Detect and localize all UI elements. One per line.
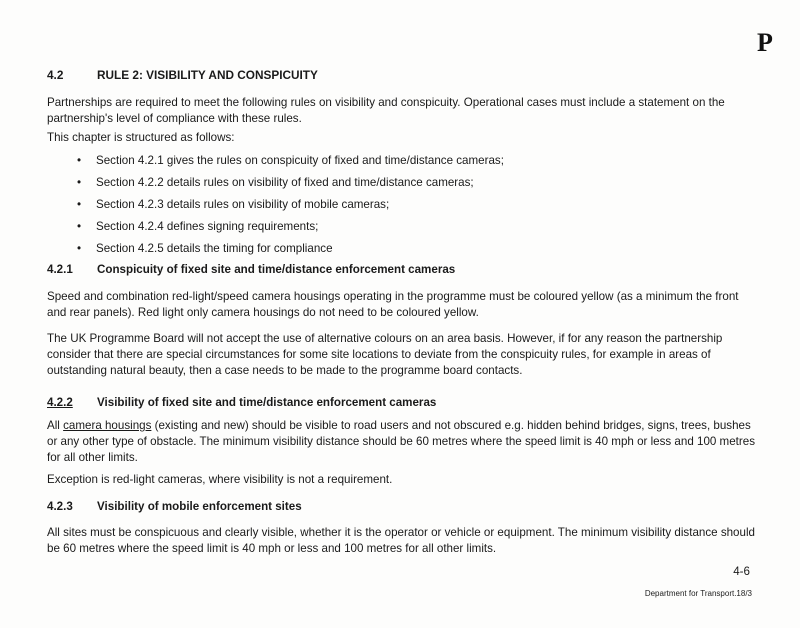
section-heading-4-2-3 — [47, 499, 760, 515]
structure-intro: This chapter is structured as follows: — [47, 131, 235, 144]
section-title: RULE 2: VISIBILITY AND CONSPICUITY — [97, 68, 318, 82]
paragraph-mobile-sites: All sites must be conspicuous and clearly visible, whether it is the operator or vehicle or equipment. The minimum visibility distance should be 60 metres where the speed limit is 40 mph or less and 100 metres for all other limits. — [47, 526, 755, 555]
section-title: Conspicuity of fixed site and time/distance enforcement cameras — [97, 263, 456, 276]
list-item: • Section 4.2.1 gives the rules on conspicuity of fixed and time/distance cameras; — [77, 154, 504, 167]
bullet-icon: • — [77, 176, 82, 189]
page-number: 4-6 — [733, 565, 750, 578]
bullet-icon: • — [77, 154, 82, 167]
corner-mark: P — [757, 28, 771, 57]
paragraph-camera-visibility: All camera housings (existing and new) should be visible to road users and not obscured e.g. hidden behind bridges, signs, trees, bushes or any other type of obstacle. The minimum visibility distance should be 60 metres where the speed limit is 40 mph or less and 100 metres for all other limits. — [47, 419, 755, 464]
bullet-icon: • — [77, 198, 82, 211]
section-title: Visibility of fixed site and time/distance enforcement cameras — [97, 396, 437, 409]
section-title: Visibility of mobile enforcement sites — [97, 500, 302, 513]
section-heading-4-2 — [47, 67, 760, 83]
paragraph-conspicuity-colour: Speed and combination red-light/speed camera housings operating in the programme must be coloured yellow (as a minimum the front and rear panels). Red light only camera housings do not need to be coloured yellow. — [47, 290, 739, 319]
list-item: • Section 4.2.5 details the timing for compliance — [77, 242, 333, 255]
section-number: 4.2 — [47, 68, 64, 82]
section-number: 4.2.3 — [47, 500, 73, 513]
paragraph-exception: Exception is red-light cameras, where visibility is not a requirement. — [47, 473, 393, 486]
list-item: • Section 4.2.4 defines signing requirements; — [77, 220, 319, 233]
section-heading-4-2-2 — [47, 395, 760, 411]
list-item: • Section 4.2.2 details rules on visibility of fixed and time/distance cameras; — [77, 176, 474, 189]
section-list — [77, 153, 504, 263]
camera-housings-link[interactable]: camera housings — [63, 419, 152, 432]
footer-text: Department for Transport.18/3 — [644, 589, 752, 598]
intro-paragraph: Partnerships are required to meet the following rules on visibility and conspicuity. Operational cases must include a statement on the partnership's level of compliance with these rules. — [47, 96, 725, 125]
section-number: 4.2.2 — [47, 396, 73, 409]
bullet-icon: • — [77, 242, 82, 255]
paragraph-programme-board: The UK Programme Board will not accept the use of alternative colours on an area basis. However, if for any reason the partnership consider that there are special circumstances for some site locations to deviate from the conspicuity rules, for example in areas of outstanding natural beauty, then a case needs to be made to the programme board contacts. — [47, 332, 723, 377]
list-item: • Section 4.2.3 details rules on visibility of mobile cameras; — [77, 198, 390, 211]
section-heading-4-2-1 — [47, 262, 760, 278]
section-number: 4.2.1 — [47, 263, 73, 276]
bullet-icon: • — [77, 220, 82, 233]
